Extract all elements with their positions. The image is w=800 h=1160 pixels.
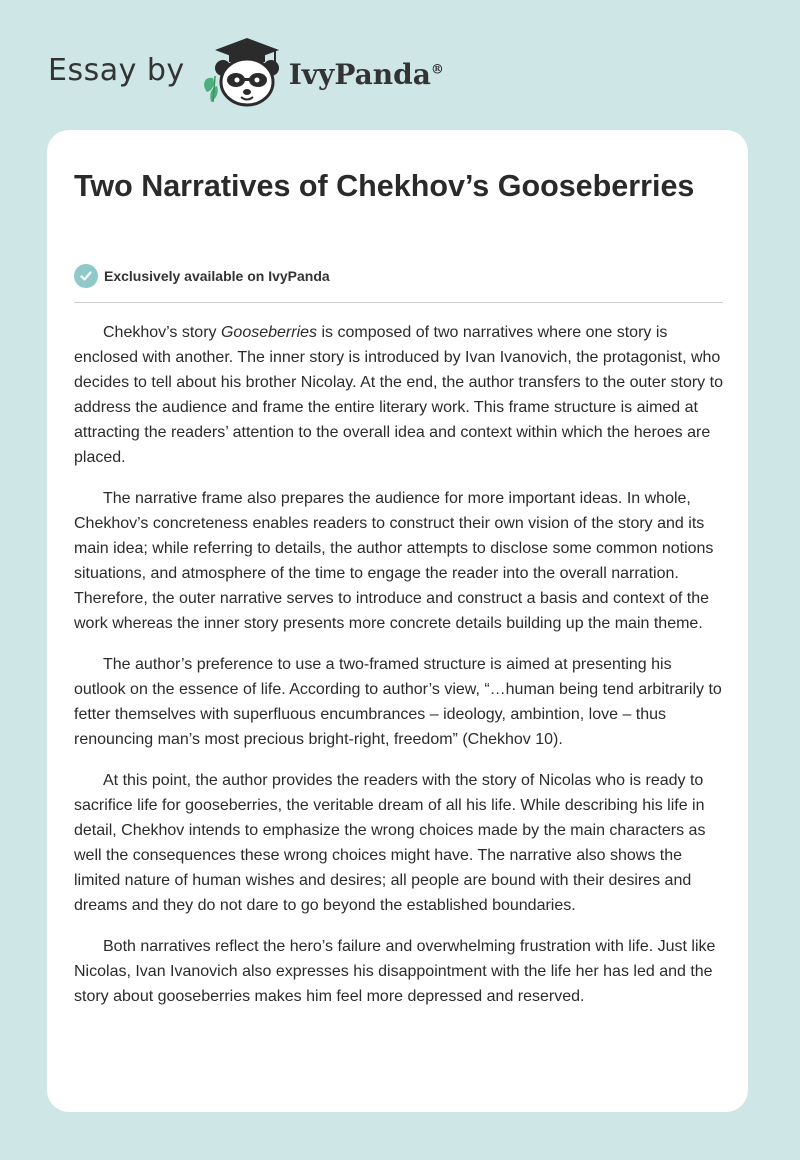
brand-text: IvyPanda (288, 57, 431, 91)
registered-mark: ® (430, 62, 444, 78)
essay-card (47, 130, 748, 1112)
paragraph-4: At this point, the author provides the readers with the story of Nicolas who is ready to sacrifice life for gooseberries, the veritable dream of all his life. While describing his life in detail, Chekhov intends to emphasize the wrong choices made by the main characters as well the consequences these wrong choices might have. The narrative also shows the limited nature of human wishes and desires; all people are bound with their desires and dreams and they do not dare to go beyond the established boundaries. (74, 772, 706, 914)
paragraph-5: Both narratives reflect the hero’s failure and overwhelming frustration with life. Just like Nicolas, Ivan Ivanovich also expresses his disappointment with the life her has led and the story about gooseberries makes him feel more depressed and reserved. (74, 938, 716, 1005)
paragraph-1-rest: is composed of two narratives where one story is enclosed with another. The inner story is introduced by Ivan Ivanovich, the protagonist, who decides to tell about his brother Nicolay. At the end, the author transfers to the outer story to address the audience and frame the entire literary work. This frame structure is aimed at attracting the readers’ attention to the overall idea and context within which the heroes are placed. (74, 324, 723, 466)
divider (74, 302, 723, 303)
page-title: Two Narratives of Chekhov’s Gooseberries (74, 169, 695, 203)
essay-by-label: Essay by (48, 52, 185, 88)
check-icon (74, 264, 98, 288)
essay-body (74, 320, 726, 1025)
site-header (48, 36, 508, 108)
paragraph-1-start: Chekhov’s story (103, 324, 221, 341)
story-title-italic: Gooseberries (220, 324, 318, 341)
paragraph-2: The narrative frame also prepares the audience for more important ideas. In whole, Chekhov’s concreteness enables readers to construct their own vision of the story and its main idea; while referring to details, the author attempts to disclose some common notions situations, and atmosphere of the time to engage the reader into the overall narration. Therefore, the outer narrative serves to introduce and construct a basis and context of the work whereas the inner story presents more concrete details building up the main theme. (74, 490, 714, 632)
exclusive-label: Exclusively available on IvyPanda (104, 268, 330, 284)
exclusive-badge (74, 264, 330, 288)
panda-logo-icon[interactable] (199, 36, 283, 108)
paragraph-3: The author’s preference to use a two-framed structure is aimed at presenting his outlook on the essence of life. According to author’s view, “…human being tend arbitrarily to fetter themselves with superfluous encumbrances – ideology, ambintion, love – thus renouncing man’s most precious bright-right, freedom” (Chekhov 10). (74, 656, 722, 748)
brand-name[interactable] (289, 58, 444, 91)
paragraph-1 (74, 320, 726, 470)
